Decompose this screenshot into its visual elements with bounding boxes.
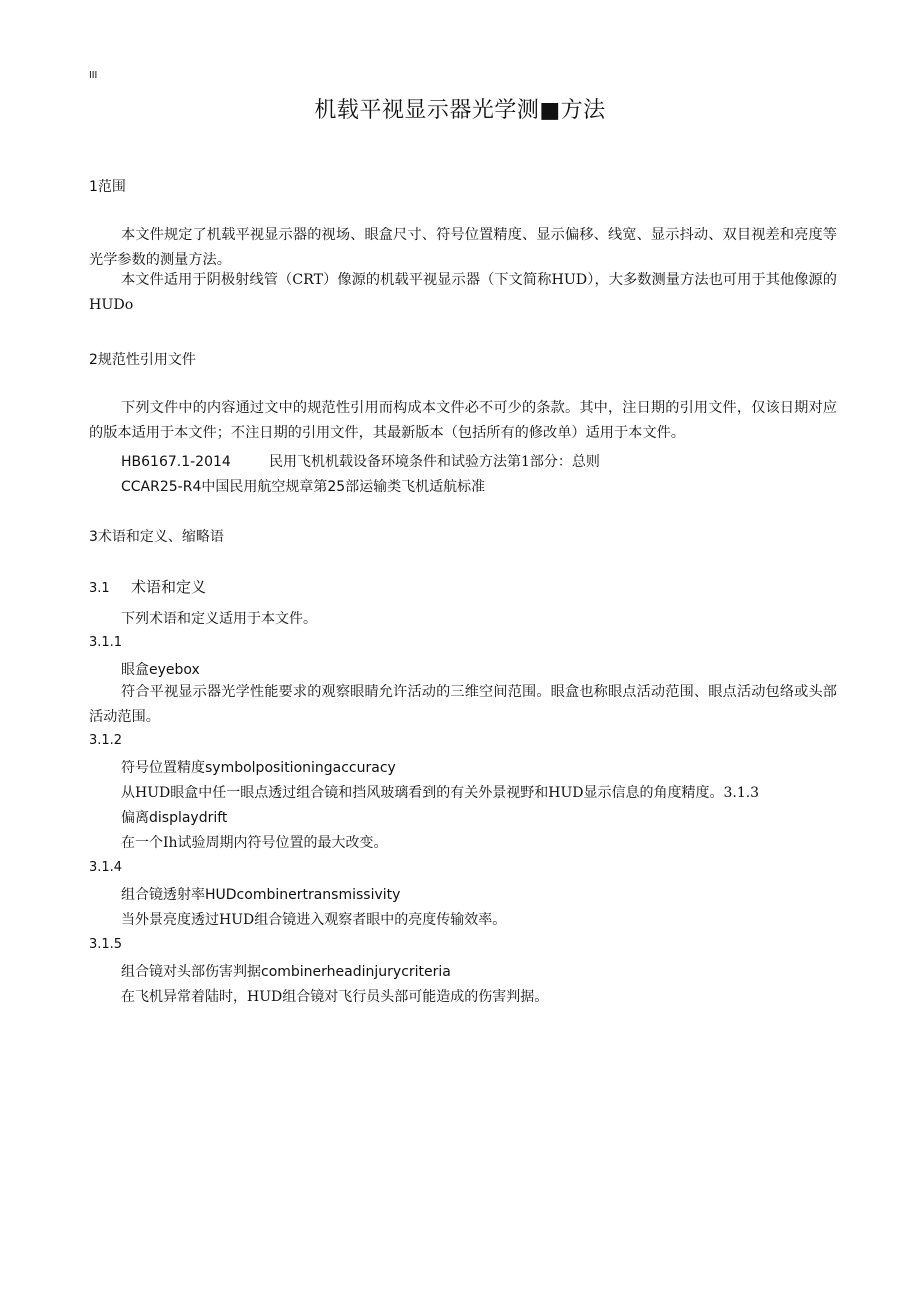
document-title: 机载平视显示器光学测■方法 — [314, 98, 606, 123]
subsection-title: 术语和定义 — [131, 578, 207, 596]
reference-2: CCAR25-R4中国民用航空规章第25部运输类飞机适航标准 — [121, 479, 486, 495]
term-number-3-1-4: 3.1.4 — [89, 860, 123, 875]
section-3-heading: 3术语和定义、缩略语 — [89, 529, 224, 545]
section-2-paragraph-1: 下列文件中的内容通过文中的规范性引用而构成本文件必不可少的条款。其中，注日期的引用文件，仅该日期对应的版本适用于本文件；不注日期的引用文件，其最新版本（包括所有的修改单）适用于本文件。 — [89, 400, 837, 441]
reference-1 — [121, 451, 600, 471]
section-1-paragraph-1: 本文件规定了机载平视显示器的视场、眼盒尺寸、符号位置精度、显示偏移、线宽、显示抖动、双目视差和亮度等光学参数的测量方法。 — [89, 227, 837, 268]
definition-3-1-1: 符合平视显示器光学性能要求的观察眼睛允许活动的三维空间范围。眼盒也称眼点活动范围、眼点活动包络或头部活动范围。 — [89, 684, 837, 725]
subsection-number: 3.1 — [89, 581, 110, 596]
term-3-1-1: 眼盒eyebox — [121, 662, 200, 678]
term-3-1-2: 符号位置精度symbolpositioningaccuracy — [121, 760, 396, 776]
section-2-heading: 2规范性引用文件 — [89, 352, 196, 368]
term-3-1-5: 组合镜对头部伤害判据combinerheadinjurycriteria — [121, 964, 451, 980]
header-mark: III — [89, 70, 98, 81]
section-1-heading: 1范围 — [89, 179, 126, 195]
section-1-paragraph-2: 本文件适用于阴极射线管（CRT）像源的机载平视显示器（下文简称HUD），大多数测量方法也可用于其他像源的HUDo — [89, 272, 837, 313]
definition-3-1-3: 在一个Ih试验周期内符号位置的最大改变。 — [121, 835, 388, 851]
definition-3-1-4: 当外景亮度透过HUD组合镜进入观察者眼中的亮度传输效率。 — [121, 912, 507, 928]
reference-1-code: HB6167.1-2014 — [121, 454, 231, 470]
term-number-3-1-2: 3.1.2 — [89, 733, 123, 748]
subsection-intro: 下列术语和定义适用于本文件。 — [121, 611, 317, 627]
subsection-3-1-heading — [89, 576, 206, 597]
term-number-3-1-1: 3.1.1 — [89, 635, 123, 650]
definition-3-1-5: 在飞机异常着陆时，HUD组合镜对飞行员头部可能造成的伤害判据。 — [121, 989, 549, 1005]
term-3-1-4: 组合镜透射率HUDcombinertransmissivity — [121, 887, 401, 903]
reference-1-title: 民用飞机机载设备环境条件和试验方法第1部分：总则 — [269, 454, 600, 470]
definition-3-1-2: 从HUD眼盒中任一眼点透过组合镜和挡风玻璃看到的有关外景视野和HUD显示信息的角度精度。3.1.3 — [121, 785, 760, 801]
term-number-3-1-5: 3.1.5 — [89, 937, 123, 952]
term-3-1-3: 偏离displaydrift — [121, 810, 228, 826]
